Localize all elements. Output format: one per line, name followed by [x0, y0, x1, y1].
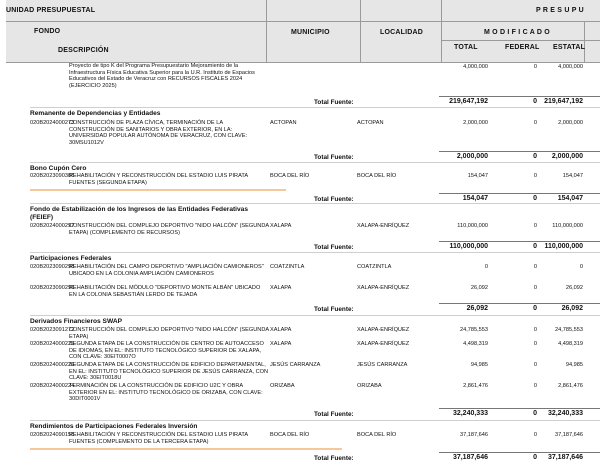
project-total: 26,092 — [470, 285, 488, 291]
project-federal: 0 — [533, 173, 537, 179]
municipio-header: MUNICIPIO — [291, 29, 330, 36]
fuente-total: 32,240,333 — [452, 410, 488, 417]
total-header: TOTAL — [454, 44, 478, 51]
localidad-header: LOCALIDAD — [380, 29, 424, 36]
project-federal: 0 — [533, 432, 537, 438]
total-fuente-label: Total Fuente: — [314, 411, 354, 418]
project-code: 020B2024000273 — [30, 120, 75, 126]
project-description: SEGUNDA ETAPA DE LA CONSTRUCCIÓN DE CENTRO DE AUTOACCESO DE IDIOMAS, EN EL: INSTITUTO TECNOLÓGICO SUPERIOR DE XALAPA, CON CLAVE: 30EIT0007O — [69, 341, 264, 361]
project-total: 4,498,319 — [463, 341, 488, 347]
project-municipio: XALAPA — [270, 327, 292, 333]
project-estatal: 26,092 — [565, 285, 583, 291]
project-federal: 0 — [533, 383, 537, 389]
project-federal: 0 — [533, 327, 537, 333]
project-localidad: BOCA DEL RÍO — [357, 432, 397, 438]
project-localidad: XALAPA-ENRÍQUEZ — [357, 327, 410, 333]
fuente-estatal: 26,092 — [561, 305, 583, 312]
project-description: REHABILITACIÓN Y RECONSTRUCCIÓN DEL ESTADIO LUIS PIRATA FUENTES (SEGUNDA ETAPA) — [69, 173, 248, 186]
project-description: REHABILITACIÓN DEL MÓDULO "DEPORTIVO MONTE ALBÁN" UBICADO EN LA COLONIA SEBASTIÁN LERDO DE TEJADA — [69, 285, 261, 298]
fuente-total: 110,000,000 — [449, 243, 488, 250]
top-entry-description: Proyecto de tipo K del Programa Presupuestario Mejoramiento de la Infraestructura Física Educativa Superior para la U.R. Instituto de Espacios Educativos del Estado de Veracruz con RECURSOS FISCALES 2024 (EJERCICIO 2025) — [69, 63, 255, 89]
section-title: Remanente de Dependencias y Entidades — [30, 110, 161, 117]
project-localidad: BOCA DEL RÍO — [357, 173, 397, 179]
project-total: 154,047 — [467, 173, 488, 179]
presupuesto-header: P R E S U P U — [536, 7, 584, 14]
fondo-header: FONDO — [34, 28, 61, 35]
total-fuente-label: Total Fuente: — [314, 244, 354, 251]
project-estatal: 24,785,553 — [555, 327, 583, 333]
section-title: Bono Cupón Cero — [30, 165, 87, 172]
fuente-federal: 0 — [533, 305, 537, 312]
project-estatal: 154,047 — [562, 173, 583, 179]
project-description: CONSTRUCCIÓN DEL COMPLEJO DEPORTIVO "NIDO HALCÓN" (SEGUNDA ETAPA) — [69, 327, 269, 340]
total-fuente-label: Total Fuente: — [314, 99, 354, 106]
project-code: 020B2024000225 — [30, 341, 75, 347]
fuente-estatal: 154,047 — [557, 195, 583, 202]
highlight-underline — [30, 448, 342, 450]
total-fuente-label: Total Fuente: — [314, 306, 354, 313]
project-total: 24,785,553 — [460, 327, 488, 333]
fuente-total: 37,187,646 — [452, 454, 488, 461]
project-localidad: ACTOPAN — [357, 120, 384, 126]
project-localidad: JESÚS CARRANZA — [357, 362, 408, 368]
project-description: REHABILITACIÓN Y RECONSTRUCCIÓN DEL ESTADIO LUIS PIRATA FUENTES (COMPLEMENTO DE LA TERCERA ETAPA) — [69, 432, 248, 445]
fuente-federal: 0 — [533, 410, 537, 417]
project-description: CONSTRUCCIÓN DE PLAZA CÍVICA, TERMINACIÓN DE LA CONSTRUCCIÓN DE SANITARIOS Y OBRA EXTERIOR, EN LA: UNIVERSIDAD POPULAR AUTÓNOMA DE VERACRUZ, CON CLAVE: 30MSU1012V — [69, 120, 247, 146]
fuente-federal: 0 — [533, 195, 537, 202]
project-localidad: XALAPA-ENRÍQUEZ — [357, 341, 410, 347]
project-municipio: XALAPA — [270, 223, 292, 229]
highlight-underline — [30, 189, 286, 191]
section-title: Fondo de Estabilización de los Ingresos de las Entidades Federativas (FEIEF) — [30, 206, 249, 221]
project-municipio: ORIZABA — [270, 383, 295, 389]
project-total: 94,985 — [470, 362, 488, 368]
fuente-estatal: 37,187,646 — [547, 454, 583, 461]
top-entry-federal: 0 — [533, 64, 537, 70]
project-municipio: BOCA DEL RÍO — [270, 173, 310, 179]
project-localidad: COATZINTLA — [357, 264, 392, 270]
project-estatal: 37,187,646 — [555, 432, 583, 438]
project-description: SEGUNDA ETAPA DE LA CONSTRUCCIÓN DE EDIFICIO DEPARTAMENTAL, EN EL: INSTITUTO TECNOLÓGICO SUPERIOR DE JESÚS CARRANZA, CON CLAVE: 30EIT0018U — [69, 362, 269, 382]
fuente-estatal: 110,000,000 — [544, 243, 583, 250]
project-federal: 0 — [533, 341, 537, 347]
project-description: TERMINACIÓN DE LA CONSTRUCCIÓN DE EDIFICIO U2C Y OBRA EXTERIOR EN EL: INSTITUTO TECNOLÓGICO DE ORIZABA, CON CLAVE: 30DIT0001V — [69, 383, 263, 403]
total-fuente-label: Total Fuente: — [314, 455, 354, 462]
project-localidad: XALAPA-ENRÍQUEZ — [357, 285, 410, 291]
top-fuente-estatal: 219,647,192 — [544, 98, 583, 105]
project-description: REHABILITACIÓN DEL CAMPO DEPORTIVO "AMPLIACIÓN CAMIONEROS" UBICADO EN LA COLONIA AMPLIACIÓN CAMIONEROS — [69, 264, 264, 277]
project-municipio: BOCA DEL RÍO — [270, 432, 310, 438]
project-code: 020B2024000224 — [30, 383, 75, 389]
project-localidad: XALAPA-ENRÍQUEZ — [357, 223, 410, 229]
project-total: 110,000,000 — [457, 223, 488, 229]
fuente-estatal: 32,240,333 — [547, 410, 583, 417]
project-code: 020B2023090298 — [30, 264, 75, 270]
section-title: Participaciones Federales — [30, 255, 112, 262]
project-federal: 0 — [533, 264, 537, 270]
project-code: 020B2024000226 — [30, 362, 75, 368]
project-estatal: 94,985 — [565, 362, 583, 368]
project-estatal: 110,000,000 — [552, 223, 583, 229]
top-fuente-total: 219,647,192 — [449, 98, 488, 105]
project-federal: 0 — [533, 223, 537, 229]
top-entry-estatal: 4,000,000 — [558, 64, 583, 70]
project-localidad: ORIZABA — [357, 383, 382, 389]
project-code: 020B2024090155 — [30, 432, 75, 438]
project-estatal: 2,000,000 — [558, 120, 583, 126]
total-fuente-label: Total Fuente: — [314, 154, 354, 161]
project-federal: 0 — [533, 362, 537, 368]
project-estatal: 4,498,319 — [558, 341, 583, 347]
section-title: Derivados Financieros SWAP — [30, 318, 122, 325]
project-municipio: ACTOPAN — [270, 120, 297, 126]
fuente-total: 154,047 — [462, 195, 488, 202]
top-entry-total: 4,000,000 — [463, 64, 488, 70]
total-fuente-label: Total Fuente: — [314, 196, 354, 203]
project-total: 37,187,646 — [460, 432, 488, 438]
project-total: 2,000,000 — [463, 120, 488, 126]
federal-header: FEDERAL — [505, 44, 540, 51]
project-total: 2,861,476 — [463, 383, 488, 389]
fuente-estatal: 2,000,000 — [551, 153, 583, 160]
project-municipio: COATZINTLA — [270, 264, 305, 270]
table-header — [6, 0, 600, 63]
project-code: 020B2023090386 — [30, 173, 75, 179]
top-fuente-federal: 0 — [533, 98, 537, 105]
project-code: 020B2023091272 — [30, 327, 75, 333]
project-code: 020B2024000297 — [30, 223, 75, 229]
section-title: Rendimientos de Participaciones Federales Inversión — [30, 423, 198, 430]
fuente-federal: 0 — [533, 454, 537, 461]
project-estatal: 2,861,476 — [558, 383, 583, 389]
descripcion-header: DESCRIPCIÓN — [58, 47, 109, 54]
fuente-federal: 0 — [533, 153, 537, 160]
estatal-header: ESTATAL — [553, 44, 586, 51]
unidad-presupuestal-header: UNIDAD PRESUPUESTAL — [6, 7, 96, 14]
project-municipio: XALAPA — [270, 285, 292, 291]
fuente-total: 26,092 — [466, 305, 488, 312]
project-total: 0 — [484, 264, 488, 270]
project-federal: 0 — [533, 285, 537, 291]
project-federal: 0 — [533, 120, 537, 126]
fuente-federal: 0 — [533, 243, 537, 250]
modificado-header: M O D I F I C A D O — [484, 29, 550, 36]
project-municipio: XALAPA — [270, 341, 292, 347]
project-description: CONSTRUCCIÓN DEL COMPLEJO DEPORTIVO "NIDO HALCÓN" (SEGUNDA ETAPA) (COMPLEMENTO DE RECURSOS) — [69, 223, 269, 236]
project-estatal: 0 — [579, 264, 583, 270]
project-municipio: JESÚS CARRANZA — [270, 362, 321, 368]
project-code: 020B2023090299 — [30, 285, 75, 291]
fuente-total: 2,000,000 — [456, 153, 488, 160]
